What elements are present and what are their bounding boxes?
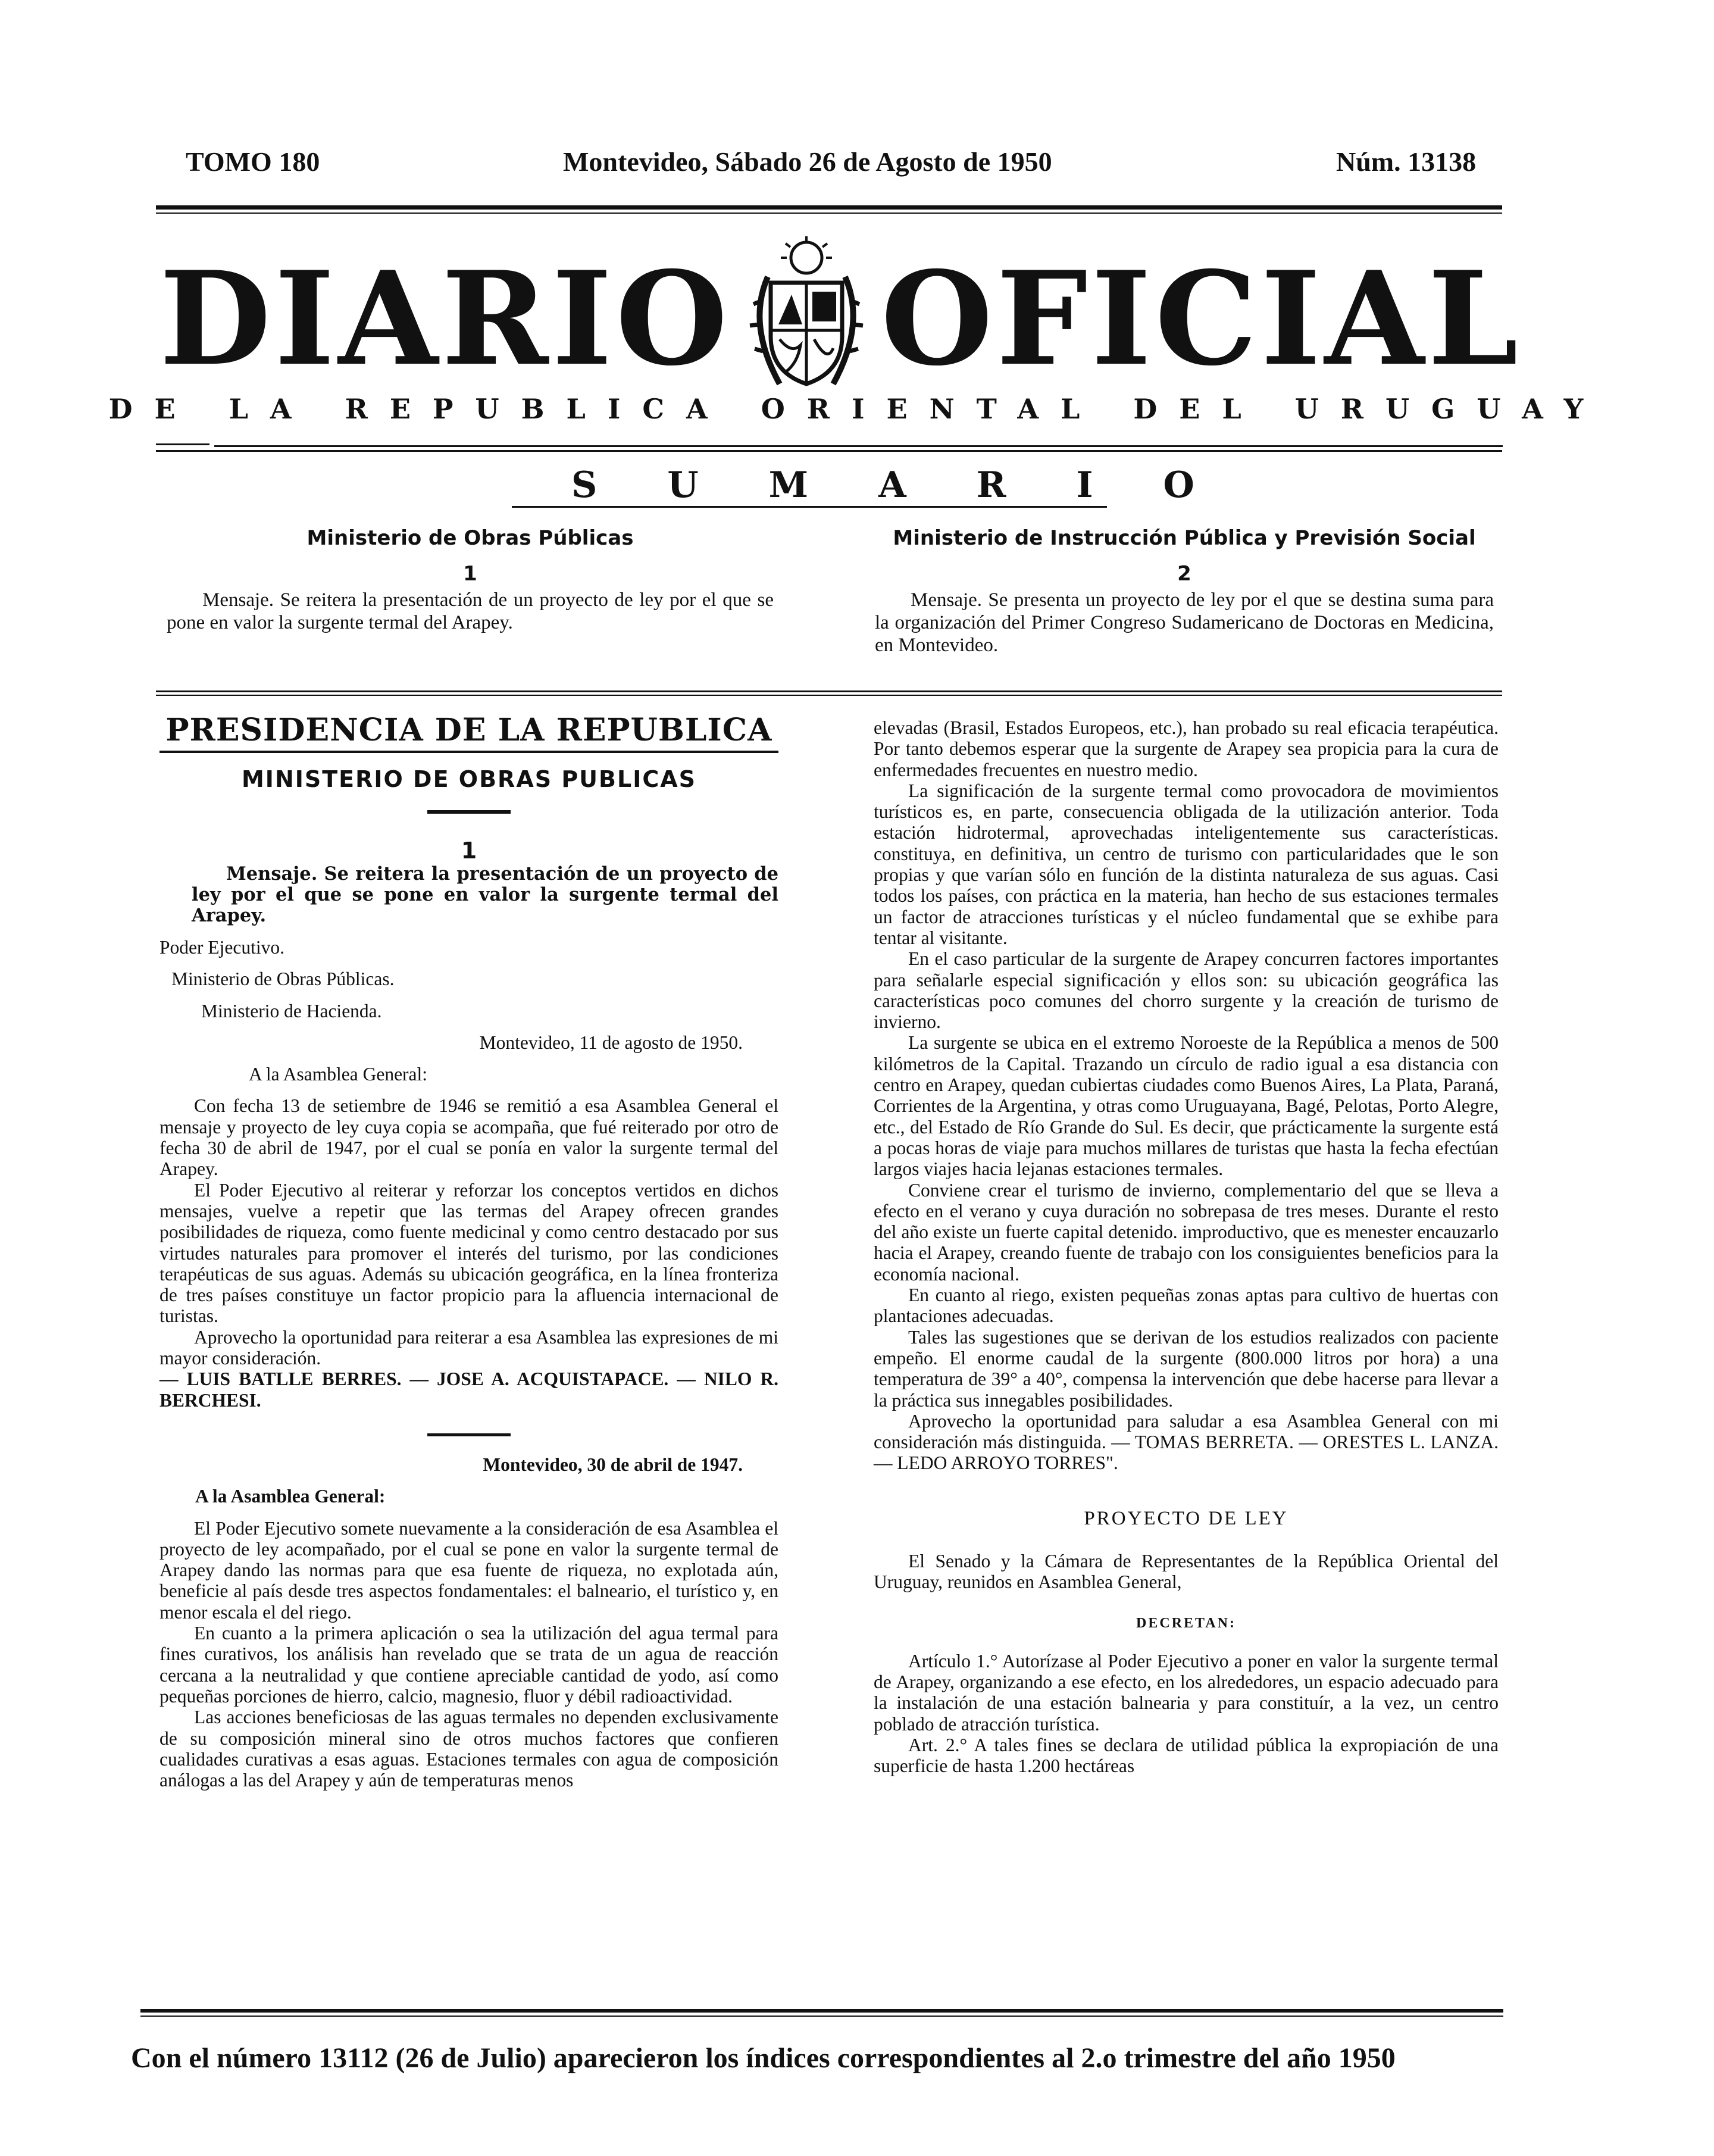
ministry-line-1: Ministerio de Obras Públicas. [171, 968, 395, 990]
ministry-rule [427, 810, 511, 814]
item-number: 1 [461, 838, 477, 864]
bill-heading: PROYECTO DE LEY [1084, 1507, 1288, 1529]
masthead-right-word: OFICIAL [881, 243, 1522, 394]
paragraph: En el caso particular de la surgente de Arapey concurren factores importantes para señalarle especial significación y ellos son: su ubicación geográfica las características poco comunes del chorro surgente y la creación de turismo de invierno. [874, 948, 1499, 1033]
paragraph: Con fecha 13 de setiembre de 1946 se remitió a esa Asamblea General el mensaje y proyecto de ley cuya copia se acompaña, que fué reiterado por otro de fecha 30 de abril de 1947, por el cual se ponía en valor la surgente termal del Arapey. [159, 1095, 778, 1180]
decree-heading: DECRETAN: [1136, 1615, 1236, 1631]
separator-rule [427, 1433, 511, 1436]
summary-right [875, 527, 1494, 657]
subtitle-rule-left [156, 443, 209, 445]
coat-of-arms-icon [744, 235, 869, 396]
summary-bottom-rule-2 [156, 695, 1502, 696]
salutation-2: A la Asamblea General: [195, 1486, 386, 1507]
article-1: Artículo 1.° Autorízase al Poder Ejecutivo a poner en valor la surgente termal de Arapey, organizando a ese efecto, en los alrededores, un espacio adecuado para la instalación de una estación balnearia y para constituír, a la vez, un centro poblado de atracción turística. [874, 1650, 1499, 1735]
paragraph: Las acciones beneficiosas de las aguas termales no dependen exclusivamente de su composición mineral sino de otros muchos factores que confieren cualidades curativas a esas aguas. Estaciones termales con agua de composición análogas a las del Arapey y aún de temperaturas menos [159, 1707, 778, 1791]
paragraph: El Poder Ejecutivo al reiterar y reforzar los conceptos vertidos en dichos mensajes, vuelve a repetir que las termas del Arapey ofrecen grandes posibilidades de riqueza, como fuente medicinal y como centro destacado por sus virtudes naturales para promover el interés del turismo, por las condiciones terapéuticas de sus aguas. Además su ubicación geográfica, en la línea fronteriza de tres países constituye un factor propicio para la afluencia internacional de turistas. [159, 1179, 778, 1327]
ministry-heading: MINISTERIO DE OBRAS PUBLICAS [241, 766, 697, 792]
ministry-line-2: Ministerio de Hacienda. [201, 1000, 382, 1021]
subtitle-rule-2 [156, 450, 1502, 452]
issue-date: Montevideo, Sábado 26 de Agosto de 1950 [563, 146, 1052, 177]
right-column [874, 717, 1499, 1777]
paragraph: Tales las sugestiones que se derivan de los estudios realizados con paciente empeño. El enorme caudal de la surgente (800.000 litros por hora) a una temperatura de 39° a 40°, compensa la intervención que debe hacerse para llevar a la práctica sus innegables posibilidades. [874, 1326, 1499, 1411]
signatures: — LUIS BATLLE BERRES. — JOSE A. ACQUISTAPACE. — NILO R. BERCHESI. [159, 1368, 778, 1411]
summary-title: SUMARIO [571, 464, 1265, 506]
summary-bottom-rule [156, 690, 1502, 692]
header-rule [156, 205, 1502, 210]
poder-ejecutivo: Poder Ejecutivo. [159, 937, 284, 958]
section-rule [159, 751, 778, 753]
summary-right-number: 2 [1177, 562, 1191, 586]
paragraph: Aprovecho la oportunidad para saludar a esa Asamblea General con mi consideración más distinguida. — TOMAS BERRETA. — ORESTES L. LANZA. — LEDO ARROYO TORRES". [874, 1410, 1499, 1474]
issue-header [0, 146, 1714, 188]
left-column [159, 711, 778, 1791]
paragraph: elevadas (Brasil, Estados Europeos, etc.), han probado su real eficacia terapéutica. Por tanto debemos esperar que la surgente de Arapey sea propicia para la cura de enfermedades frecuentes en nuestro medio. [874, 717, 1499, 780]
paragraph: Aprovecho la oportunidad para reiterar a esa Asamblea las expresiones de mi mayor consideración. [159, 1326, 778, 1369]
paragraph: En cuanto al riego, existen pequeñas zonas aptas para cultivo de huertas con plantaciones adecuadas. [874, 1285, 1499, 1327]
message-summary: Mensaje. Se reitera la presentación de un proyecto de ley por el que se pone en valor la surgente termal del Arapey. [192, 863, 778, 926]
article-2: Art. 2.° A tales fines se declara de utilidad pública la expropiación de una superficie de hasta 1.200 hectáreas [874, 1735, 1499, 1777]
footer-rule [140, 2009, 1503, 2013]
footer-notice: Con el número 13112 (26 de Julio) aparecieron los índices correspondientes al 2.o trimestre del año 1950 [131, 2042, 1396, 2074]
summary-right-ministry: Ministerio de Instrucción Pública y Previsión Social [893, 526, 1476, 550]
paragraph: La significación de la surgente termal como provocadora de movimientos turísticos es, en parte, consecuencia obligada de la utilización anterior. Toda estación hidrotermal, aprovechadas inteligentemente sus características. constituya, en definitiva, un centro de turismo con particularidades que le son propias y que varían sólo en función de la distinta naturaleza de sus aguas. Casi todos los países, con práctica en la materia, han hecho de sus estaciones termales un factor de atracciones turísticas y el núcleo fundamental que se exhibe para tentar al visitante. [874, 780, 1499, 948]
paragraph: El Senado y la Cámara de Representantes de la República Oriental del Uruguay, reunidos en Asamblea General, [874, 1550, 1499, 1593]
summary-right-text: Mensaje. Se presenta un proyecto de ley por el que se destina suma para la organización del Primer Congreso Sudamericano de Doctoras en Medicina, en Montevideo. [875, 589, 1494, 656]
masthead-subtitle: DE LA REPUBLICA ORIENTAL DEL URUGUAY [108, 393, 1606, 425]
paragraph: Conviene crear el turismo de invierno, complementario del que se lleva a efecto en el verano y cuya duración no sobrepasa de tres meses. Durante el resto del año existe un fuerte capital detenido. improductivo, que es menester encauzarlo hacia el Arapey, creando fuente de trabajo con los consiguientes beneficios para la economía nacional. [874, 1179, 1499, 1285]
date-line-2: Montevideo, 30 de abril de 1947. [483, 1454, 743, 1475]
salutation-1: A la Asamblea General: [249, 1064, 428, 1085]
paragraph: El Poder Ejecutivo somete nuevamente a la consideración de esa Asamblea el proyecto de ley acompañado, por el cual se pone en valor la surgente termal de Arapey dando las normas para que esa fuente de riqueza, no explotada aún, beneficie al país desde tres aspectos fondamentales: el balneario, el turístico y, en menor escala el del riego. [159, 1517, 778, 1623]
summary-left-ministry: Ministerio de Obras Públicas [306, 526, 634, 550]
summary-left-number: 1 [463, 562, 477, 586]
section-heading: PRESIDENCIA DE LA REPUBLICA [165, 712, 772, 748]
summary-left [167, 527, 774, 634]
paragraph: En cuanto a la primera aplicación o sea la utilización del agua termal para fines curativos, los análisis han revelado que se trata de un agua de reacción cercana a la neutralidad y que contiene apreciable cantidad de yodo, así como pequeñas porciones de hierro, calcio, magnesio, fluor y débil radioactividad. [159, 1623, 778, 1707]
volume-number: TOMO 180 [186, 146, 320, 177]
date-line-1: Montevideo, 11 de agosto de 1950. [479, 1032, 743, 1053]
masthead-left-word: DIARIO [159, 243, 731, 394]
issue-number: Núm. 13138 [1336, 146, 1477, 177]
header-rule-thin [156, 213, 1502, 214]
summary-left-text: Mensaje. Se reitera la presentación de un proyecto de ley por el que se pone en valor la surgente termal del Arapey. [167, 589, 774, 633]
subtitle-rule [214, 445, 1503, 447]
footer-rule-thin [140, 2016, 1503, 2017]
summary-rule [512, 506, 1107, 508]
paragraph: La surgente se ubica en el extremo Noroeste de la República a menos de 500 kilómetros de la Capital. Trazando un círculo de radio igual a esa distancia con centro en Arapey, quedan cubiertas ciudades como Buenos Aires, La Plata, Paraná, Corrientes de la Argentina, y otras como Uruguayana, Bagé, Pelotas, Porto Alegre, etc., del Estado de Río Grande do Sul. Es decir, que prácticamente la surgente está a pocas horas de viaje para muchos millares de turistas que hasta la fecha efectúan largos viajes hacia lejanas estaciones termales. [874, 1032, 1499, 1180]
